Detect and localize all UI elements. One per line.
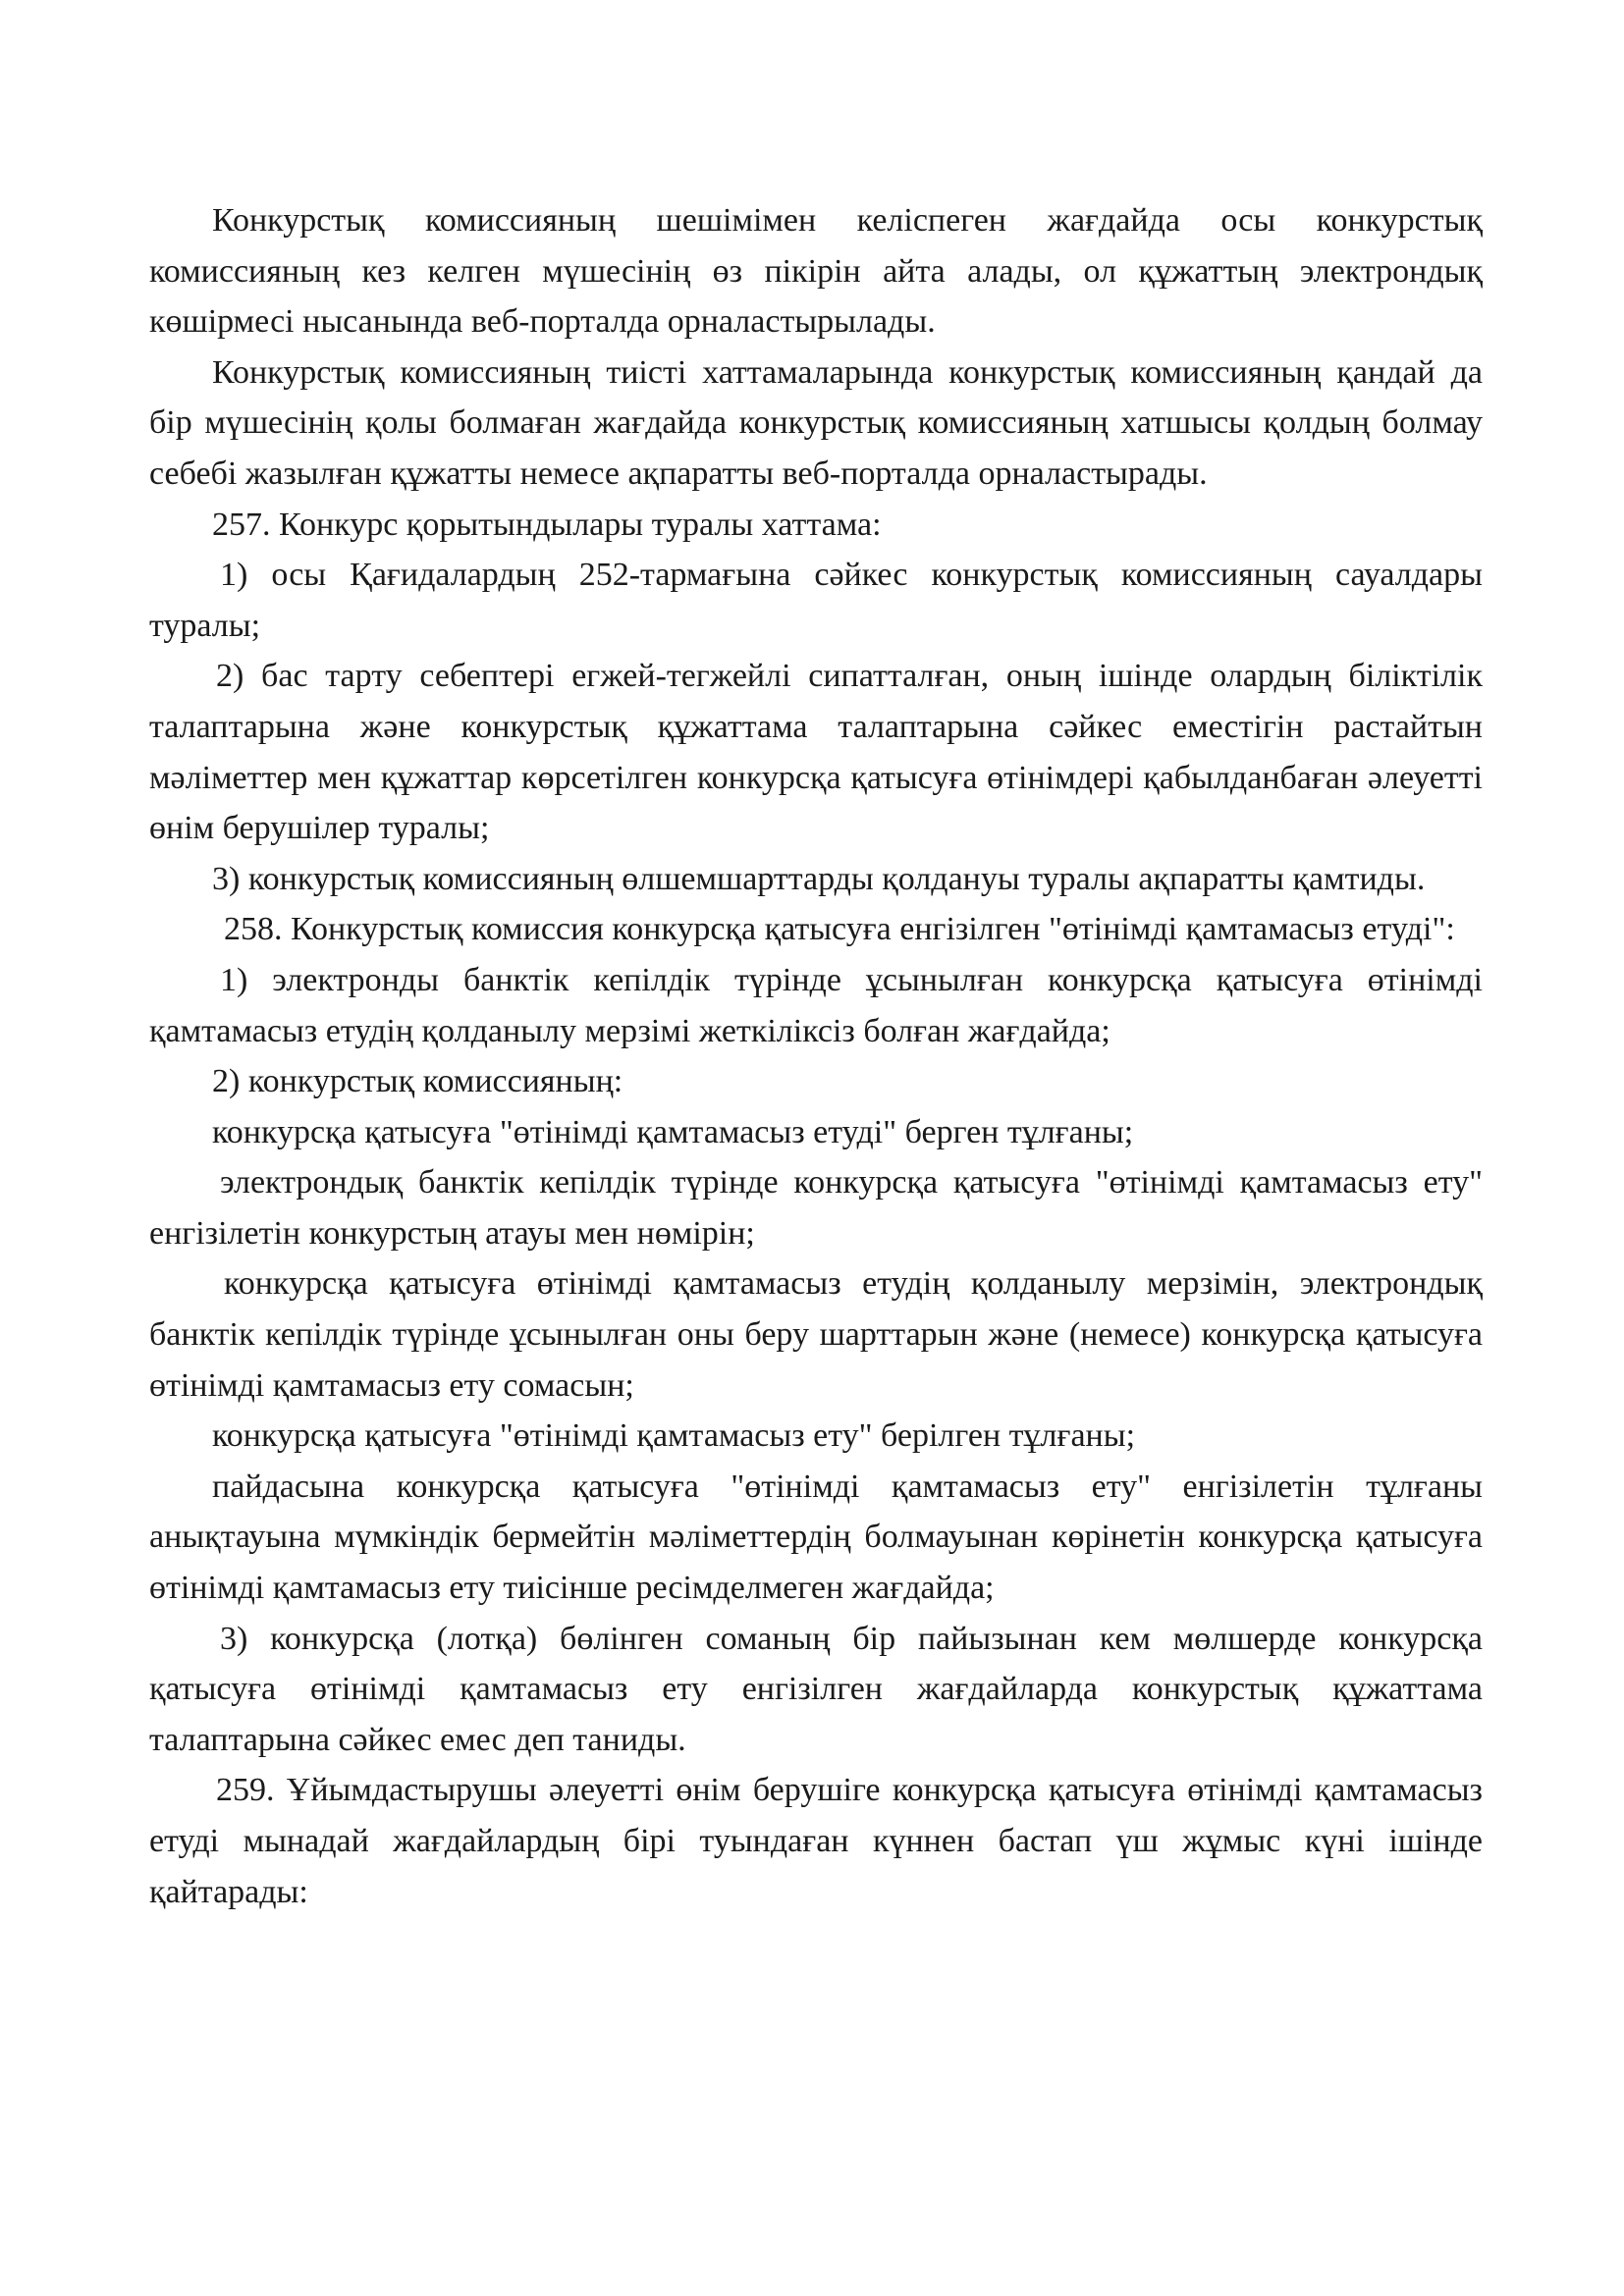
paragraph-258-subitem-name-number: электрондық банктік кепілдік түрінде конкурсқа қатысуға "өтінімді қамтамасыз ету" енгізілетін конкурстың атауы мен нөмірін; <box>149 1164 1483 1252</box>
paragraph-258-item-1: 1) электронды банктік кепілдік түрінде ұсынылған конкурсқа қатысуға өтінімді қамтамасыз етудің қолданылу мерзімі жеткіліксіз болған жағдайда; <box>149 961 1483 1049</box>
paragraph-259-heading: 259. Ұйымдастырушы әлеуетті өнім берушіге конкурсқа қатысуға өтінімді қамтамасыз етуді мынадай жағдайлардың бірі туындаған күннен бастап үш жұмыс күні ішінде қайтарады: <box>149 1772 1483 1910</box>
paragraph-257-heading: 257. Конкурс қорытындылары туралы хаттама: <box>212 506 882 543</box>
paragraph-258-subitem-person: конкурсқа қатысуға "өтінімді қамтамасыз етуді" берген тұлғаны; <box>212 1113 1134 1150</box>
paragraph-257-item-3: 3) конкурстық комиссияның өлшемшарттарды қолдануы туралы ақпаратты қамтиды. <box>212 860 1426 897</box>
paragraph-258-heading: 258. Конкурстық комиссия конкурсқа қатысуға енгізілген "өтінімді қамтамасыз етуді": <box>224 911 1455 948</box>
document-body <box>149 195 1483 1917</box>
paragraph-258-subitem-beneficiary: пайдасына конкурсқа қатысуға "өтінімді қамтамасыз ету" енгізілетін тұлғаны анықтауына мүмкіндік бермейтін мәліметтердің болмауынан көрінетін конкурсқа қатысуға өтінімді қамтамасыз ету тиісінше ресімделмеген жағдайда; <box>149 1468 1483 1607</box>
paragraph-dissent-opinion: Конкурстық комиссияның шешімімен келіспеген жағдайда осы конкурстық комиссияның кез келген мүшесінің өз пікірін айта алады, ол құжаттың электрондық көшірмесі нысанында веб-порталда орналастырылады. <box>149 202 1483 341</box>
paragraph-258-item-3: 3) конкурсқа (лотқа) бөлінген соманың бір пайызынан кем мөлшерде конкурсқа қатысуға өтінімді қамтамасыз ету енгізілген жағдайларда конкурстық құжаттама талаптарына сәйкес емес деп таниды. <box>149 1620 1483 1758</box>
paragraph-257-item-1: 1) осы Қағидалардың 252-тармағына сәйкес конкурстық комиссияның сауалдары туралы; <box>149 557 1483 644</box>
paragraph-258-subitem-recipient: конкурсқа қатысуға "өтінімді қамтамасыз ету" берілген тұлғаны; <box>212 1417 1136 1455</box>
paragraph-missing-signature: Конкурстық комиссияның тиісті хаттамаларында конкурстық комиссияның қандай да бір мүшесінің қолы болмаған жағдайда конкурстық комиссияның хатшысы қолдың болмау себебі жазылған құжатты немесе ақпаратты веб-порталда орналастырады. <box>149 353 1483 492</box>
paragraph-258-item-2: 2) конкурстық комиссияның: <box>212 1063 623 1100</box>
paragraph-257-item-2: 2) бас тарту себептері егжей-тегжейлі сипатталған, оның ішінде олардың біліктілік талаптарына және конкурстық құжаттама талаптарына сәйкес еместігін растайтын мәліметтер мен құжаттар көрсетілген конкурсқа қатысуға өтінімдері қабылданбаған әлеуетті өнім берушілер туралы; <box>149 658 1483 847</box>
paragraph-258-subitem-validity: конкурсқа қатысуға өтінімді қамтамасыз етудің қолданылу мерзімін, электрондық банктік кепілдік түрінде ұсынылған оны беру шарттарын және (немесе) конкурсқа қатысуға өтінімді қамтамасыз ету сомасын; <box>149 1265 1483 1404</box>
